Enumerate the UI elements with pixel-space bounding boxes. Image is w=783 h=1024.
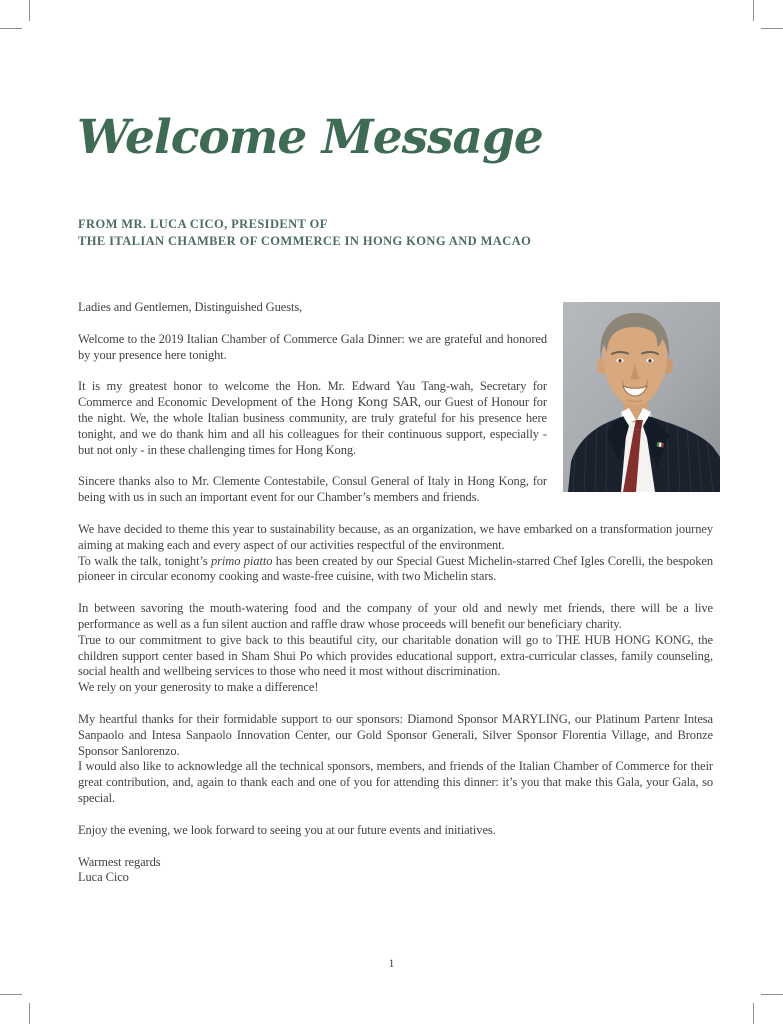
crop-mark-bottom-right-horizontal	[761, 994, 783, 995]
signoff	[78, 855, 713, 887]
page-title: Welcome Message	[77, 110, 543, 165]
paragraph-sponsors: My heartful thanks for their formidable support to our sponsors: Diamond Sponsor MARYLING, our Platinum Partenr Intesa Sanpaolo and Intesa Sanpaolo Innovation Center, our Gold Sponsor Generali, Silver Sponsor Florentia Village, and Bronze Sponsor Sanlorenzo. I would also like to acknowledge all the technical sponsors, members, and friends of the Italian Chamber of Commerce for their great contribution, and, again to thank each and one of you for attending this dinner: it’s you that make this Gala, your Gala, so special.	[78, 711, 713, 805]
paragraph-guest-of-honour: It is my greatest honor to welcome the Hon. Mr. Edward Yau Tang-wah, Secretary for Commerce and Economic Development of the Hong Kong SAR, our Guest of Honour for the night. We, the whole Italian business community, are truly grateful for his presence here tonight, and we do thank him and all his colleagues for their continuous support, especially - but not only - in these challenging times for Hong Kong.	[78, 379, 547, 457]
paragraph-welcome: Welcome to the 2019 Italian Chamber of Commerce Gala Dinner: we are grateful and honored by your presence here tonight.	[78, 331, 547, 362]
crop-mark-top-left-horizontal	[0, 28, 22, 29]
crop-mark-top-right-horizontal	[761, 28, 783, 29]
crop-mark-top-left-vertical	[29, 0, 30, 21]
crop-mark-bottom-left-horizontal	[0, 994, 22, 995]
crop-mark-bottom-right-vertical	[753, 1003, 754, 1024]
signoff-name: Luca Cico	[78, 870, 129, 885]
from-subtitle-line-2: THE ITALIAN CHAMBER OF COMMERCE IN HONG KONG AND MACAO	[78, 234, 532, 248]
paragraph-greeting: Ladies and Gentlemen, Distinguished Guests,	[78, 300, 303, 314]
paragraph-consul-thanks: Sincere thanks also to Mr. Clemente Contestabile, Consul General of Italy in Hong Kong, for being with us in such an important event for our Chamber’s members and friends.	[78, 474, 547, 505]
primo-piatto-phrase: primo piatto	[211, 553, 273, 568]
paragraph-closing: Enjoy the evening, we look forward to seeing you at our future events and initiatives.	[78, 822, 496, 837]
from-subtitle-line-1: FROM MR. LUCA CICO, PRESIDENT OF	[78, 217, 328, 231]
crop-mark-bottom-left-vertical	[29, 1003, 30, 1024]
crop-mark-top-right-vertical	[753, 0, 754, 21]
signoff-regards: Warmest regards	[78, 854, 161, 869]
from-subtitle	[78, 216, 531, 250]
page-number: 1	[388, 956, 395, 970]
paragraph-sustainability: We have decided to theme this year to sustainability because, as an organization, we have embarked on a transformation journey aiming at making each and every aspect of our activities respectful of the environment. To walk the talk, tonight’s primo piatto has been created by our Special Guest Michelin-starred Chef Igles Corelli, the bespoken pioneer in circular economy cooking and waste-free cuisine, with two Michelin stars.	[78, 521, 713, 584]
hong-kong-sar-phrase: of the Hong Kong SAR	[281, 395, 418, 410]
paragraph-charity: In between savoring the mouth-watering food and the company of your old and newly met friends, there will be a live performance as well as a fun silent auction and raffle draw whose proceeds will benefit our beneficiary charity. True to our commitment to give back to this beautiful city, our charitable donation will go to THE HUB HONG KONG, the children support center based in Sham Shui Po which provides educational support, extra-curricular classes, family counseling, social health and wellbeing services to those who need it most without discrimination. We rely on your generosity to make a difference!	[78, 601, 713, 695]
letter-body	[78, 300, 713, 902]
